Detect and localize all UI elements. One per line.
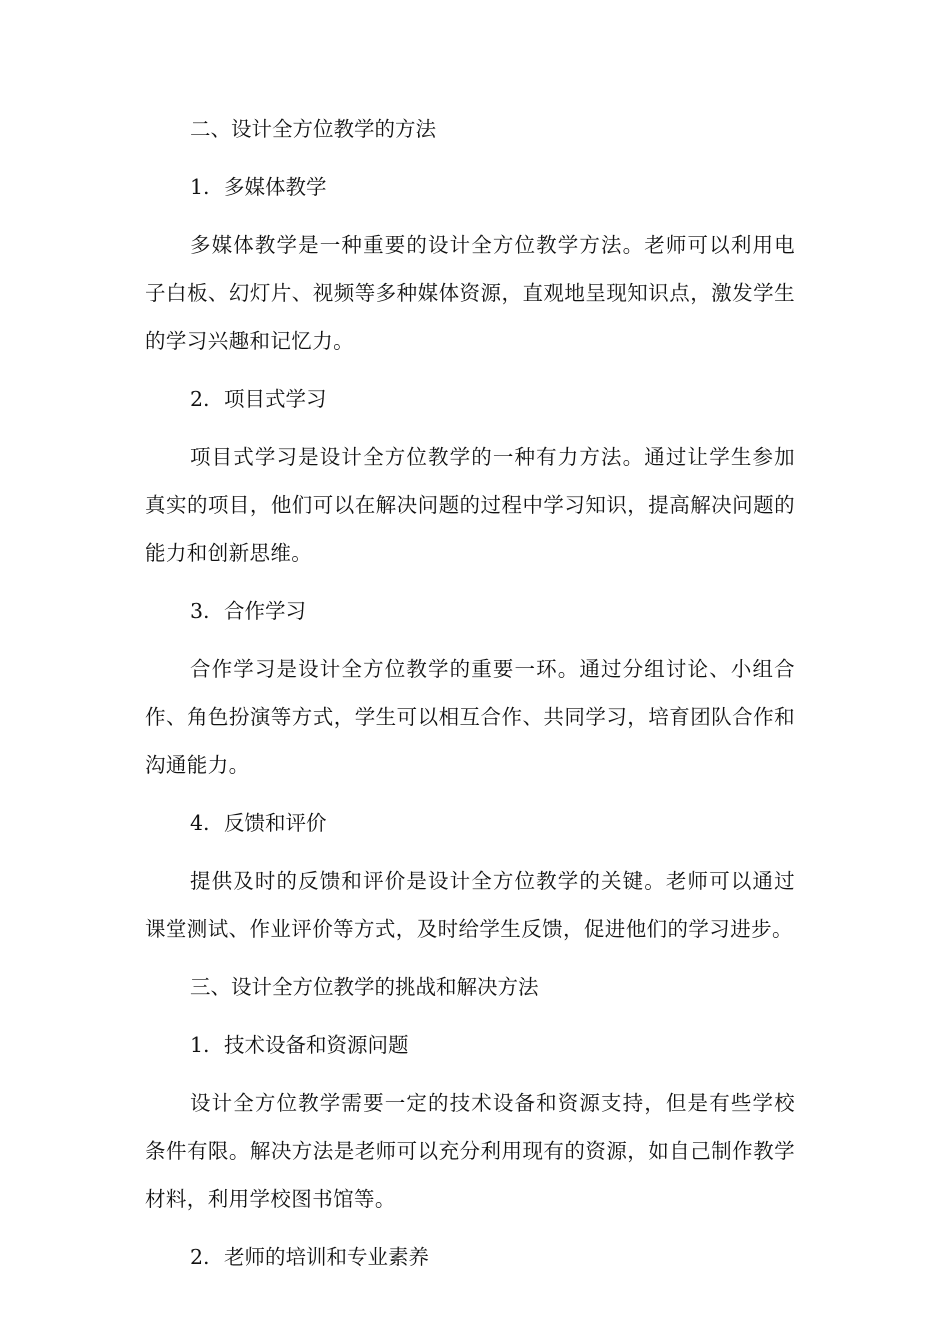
subsection-title: 技术设备和资源问题	[224, 1033, 409, 1057]
subsection-number: 1.	[190, 1033, 210, 1057]
subsection-title: 项目式学习	[224, 387, 327, 411]
paragraph: 多媒体教学是一种重要的设计全方位教学方法。老师可以利用电子白板、幻灯片、视频等多种媒体资源，直观地呈现知识点，激发学生的学习兴趣和记忆力。	[145, 233, 795, 353]
subsection-heading	[145, 163, 795, 211]
subsection-number: 1.	[190, 175, 210, 199]
subsection-title: 反馈和评价	[224, 811, 327, 835]
subsection-title: 合作学习	[224, 599, 306, 623]
subsection-heading	[145, 1021, 795, 1069]
subsection-number: 4.	[190, 811, 210, 835]
subsection-heading	[145, 375, 795, 423]
subsection-title: 老师的培训和专业素养	[224, 1245, 429, 1269]
subsection-heading	[145, 799, 795, 847]
paragraph: 项目式学习是设计全方位教学的一种有力方法。通过让学生参加真实的项目，他们可以在解决问题的过程中学习知识，提高解决问题的能力和创新思维。	[145, 445, 795, 565]
subsection-number: 2.	[190, 1245, 210, 1269]
paragraph: 合作学习是设计全方位教学的重要一环。通过分组讨论、小组合作、角色扮演等方式，学生可以相互合作、共同学习，培育团队合作和沟通能力。	[145, 657, 795, 777]
subsection-number: 2.	[190, 387, 210, 411]
section-heading: 二、设计全方位教学的方法	[190, 117, 436, 141]
section-heading: 三、设计全方位教学的挑战和解决方法	[190, 975, 539, 999]
paragraph: 提供及时的反馈和评价是设计全方位教学的关键。老师可以通过课堂测试、作业评价等方式，及时给学生反馈，促进他们的学习进步。	[145, 869, 795, 941]
document-body	[145, 105, 795, 1291]
subsection-title: 多媒体教学	[224, 175, 327, 199]
subsection-number: 3.	[190, 599, 210, 623]
subsection-heading	[145, 587, 795, 635]
paragraph: 设计全方位教学需要一定的技术设备和资源支持，但是有些学校条件有限。解决方法是老师可以充分利用现有的资源，如自己制作教学材料，利用学校图书馆等。	[145, 1091, 795, 1211]
subsection-heading	[145, 1233, 795, 1281]
